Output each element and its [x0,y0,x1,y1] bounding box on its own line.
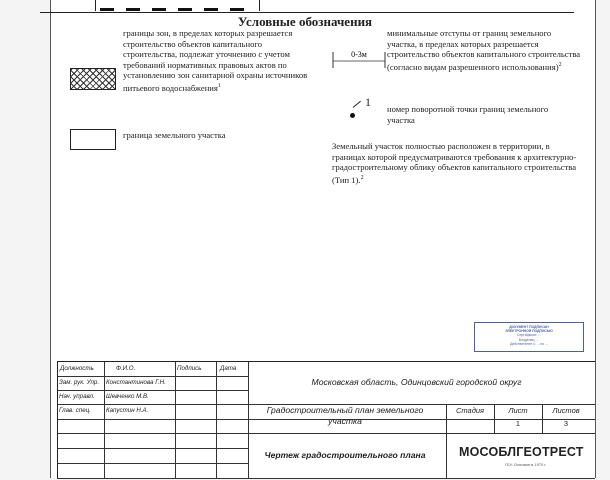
document-title: Градостроительный план земельного участка [266,405,424,426]
setback-symbol-graphic [330,44,388,70]
scale-bar-segment [230,8,244,11]
row-position: Глав. спец. [59,407,91,414]
setback-symbol [330,44,388,70]
scale-bar-segment [126,8,140,11]
point-number-label: 1 [365,95,371,109]
stamp-line: Действителен с: ... по ... [510,341,548,346]
stamp-line: ЭЛЕКТРОННОЙ ПОДПИСЬЮ [505,329,553,334]
header-date: Дата [220,365,237,372]
scale-bar-segment [204,8,218,11]
turning-point-description: номер поворотной точки границ земельного участка [387,104,549,125]
row-position: Нач. управл. [59,393,95,400]
parcel-boundary-symbol [70,129,116,150]
header-name: Ф.И.О. [116,365,136,372]
stage-label: Стадия [455,406,485,415]
hatched-zone-description: границы зон, в пределах которых разрешается строительство объектов капитального строительства, подлежат уточнению с учетом требований нормативных правовых актов по установлению зон санитарной охраны источников питьевого водоснабжения$^1$ [123,28,308,93]
scale-bar-segment [178,8,192,11]
hatched-zone-symbol [70,68,116,90]
map-frame-edge [40,0,574,13]
location-text: Московская область, Одинцовский городской округ [311,377,522,387]
header-signature: Подпись [177,365,202,372]
company-subtitle: ГБУ. Основан в 1970 г. [505,462,547,467]
setback-label: 0-3м [351,50,367,59]
sheets-value: 3 [563,419,569,428]
stamp-line: Сертификат: ... [517,333,541,338]
turning-point-icon [350,113,355,118]
scale-bar-segment [100,8,114,11]
setback-description: минимальные отступы от границ земельного участка, в пределах которых разрешается строительство объектов капитального строительства (согласно видам разрешенного использования)$^2$ [387,28,581,72]
stamp-line: Владелец: ... [518,337,540,342]
row-name: Капустин Н.А. [106,407,149,414]
e-signature-stamp [474,322,584,352]
architecture-note: Земельный участок полностью расположен в территории, в границах которой предусматриваются требования к архитектурно-градостроительному облику объектов капитального строительства (Тип 1).$^2$ [332,141,577,185]
sheet-label: Лист [508,406,528,415]
scale-bar-segment [152,8,166,11]
sheets-label: Листов [552,406,580,415]
header-position: Должность [60,365,94,372]
row-name: Шевченко М.В. [106,393,149,400]
sheet-value: 1 [515,419,521,428]
drawing-title: Чертеж градостроительного плана [264,450,426,460]
legend-title: Условные обозначения [237,14,373,29]
row-position: Зам. рук. Упр. [59,379,100,386]
company-logo: МОСОБЛГЕОТРЕСТ [459,445,584,459]
parcel-boundary-description: граница земельного участка [123,130,226,140]
stamp-line: ДОКУМЕНТ ПОДПИСАН [509,325,549,329]
row-name: Константинова Г.Н. [106,379,166,386]
